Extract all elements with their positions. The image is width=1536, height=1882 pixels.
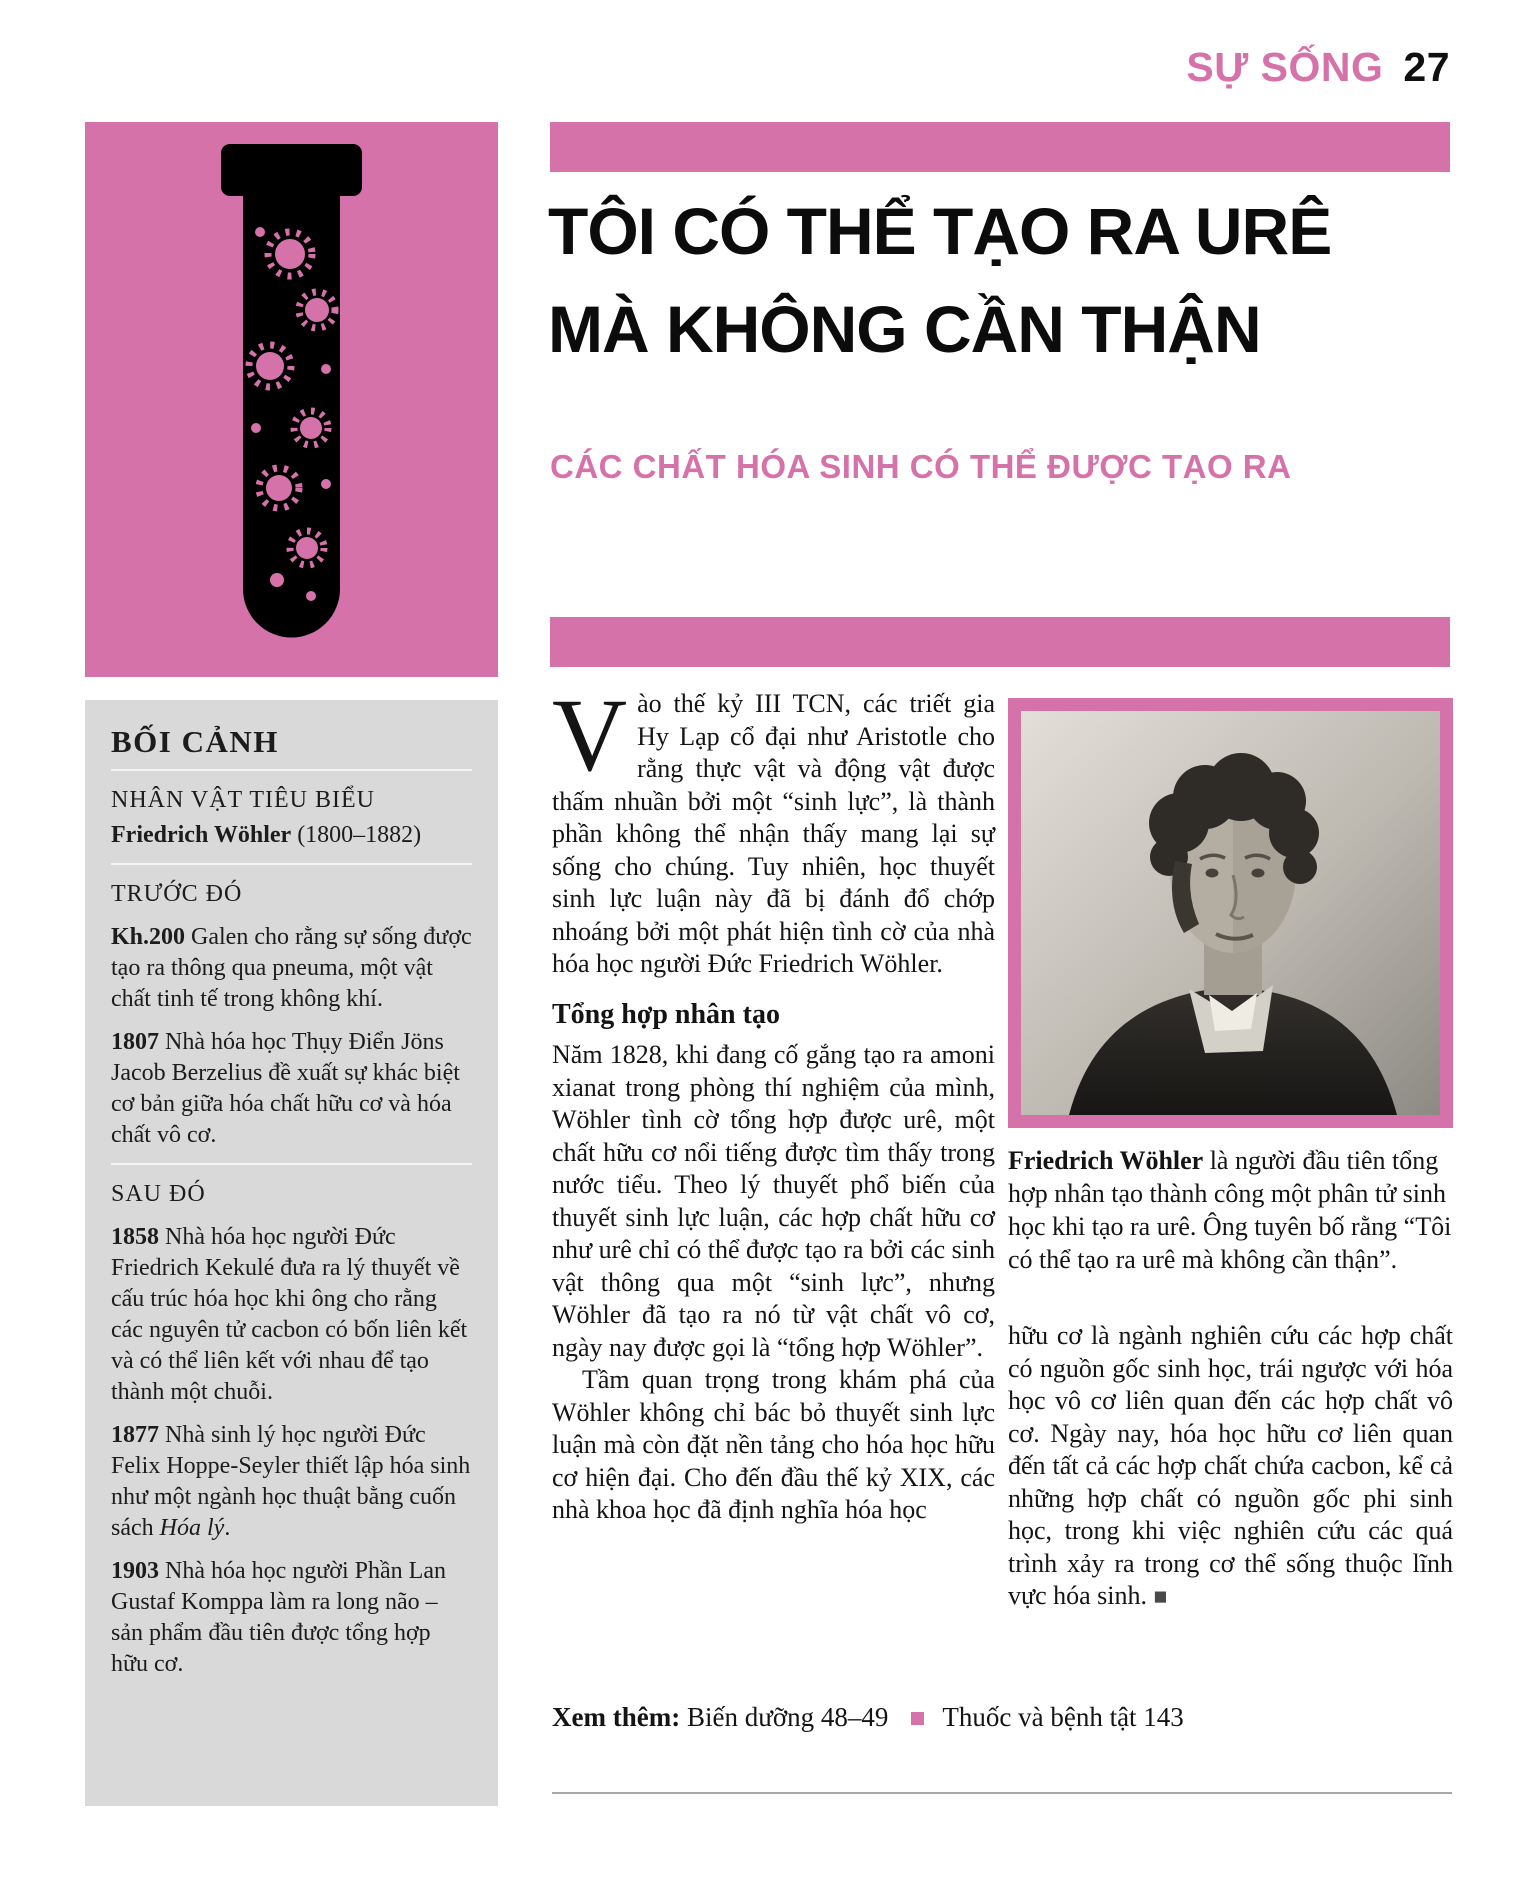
figure-name: Friedrich Wöhler	[111, 822, 292, 848]
sidebar-divider	[111, 863, 472, 865]
paragraph-3: Tầm quan trọng trong khám phá của Wöhler không chỉ bác bỏ thuyết sinh lực luận mà còn đặt nền tảng cho hóa học hữu cơ hiện đại. Cho đến đầu thế kỷ XIX, các nhà khoa học đã định nghĩa hóa học	[552, 1365, 995, 1524]
figure-label: NHÂN VẬT TIÊU BIỂU	[111, 787, 375, 813]
article-subtitle: CÁC CHẤT HÓA SINH CÓ THỂ ĐƯỢC TẠO RA	[550, 448, 1292, 485]
context-sidebar	[85, 700, 498, 1806]
event-text: Nhà hóa học Thụy Điển Jöns Jacob Berzelius đề xuất sự khác biệt cơ bản giữa hóa chất hữu cơ và hóa chất vô cơ.	[111, 1029, 460, 1148]
event-text: Nhà sinh lý học người Đức Felix Hoppe-Seyler thiết lập hóa sinh như một ngành học thuật bằng cuốn sách	[111, 1422, 471, 1541]
event-suffix: .	[224, 1515, 231, 1541]
event-year: 1903	[111, 1558, 159, 1584]
timeline-event	[111, 1027, 472, 1151]
see-also-label: Xem thêm:	[552, 1702, 681, 1732]
sidebar-divider	[111, 769, 472, 771]
event-year: 1807	[111, 1029, 159, 1055]
drop-cap: V	[552, 678, 628, 793]
see-also-ref-2: Thuốc và bệnh tật 143	[942, 1702, 1184, 1732]
event-text: Galen cho rằng sự sống được tạo ra thông qua pneuma, một vật chất tinh tế trong không khí.	[111, 924, 472, 1012]
event-year: Kh.200	[111, 924, 186, 950]
bullet-square-icon	[911, 1712, 924, 1725]
portrait-figure	[1008, 698, 1453, 1128]
body-column-1	[552, 678, 995, 1527]
test-tube-illustration	[85, 122, 498, 677]
title-line2: MÀ KHÔNG CẦN THẬN	[548, 292, 1261, 366]
test-tube-icon	[85, 122, 498, 677]
event-year: 1877	[111, 1422, 159, 1448]
bottom-rule	[552, 1792, 1452, 1794]
title-rule-top	[550, 122, 1450, 172]
sidebar-divider	[111, 1163, 472, 1165]
paragraph-2: Năm 1828, khi đang cố gắng tạo ra amoni xianat trong phòng thí nghiệm của mình, Wöhler tình cờ tổng hợp được urê, một chất hữu cơ nổi tiếng được tìm thấy trong nước tiểu. Theo lý thuyết phổ biến của thuyết sinh lực luận, các hợp chất hữu cơ như urê chỉ có thể được tạo ra bởi các sinh vật thông qua một “sinh lực”, nhưng Wöhler đã tạo ra nó từ vật chất vô cơ, ngày nay được gọi là “tổng hợp Wöhler”.	[552, 1040, 995, 1362]
article-title	[548, 182, 1458, 378]
paragraph-continuation	[1008, 1320, 1453, 1614]
event-book-title: Hóa lý	[159, 1515, 225, 1541]
event-text: Nhà hóa học người Đức Friedrich Kekulé đưa ra lý thuyết về cấu trúc hóa học khi ông cho rằng các nguyên tử cacbon có bốn liên kết và có thể liên kết với nhau để tạo thành một chuỗi.	[111, 1224, 468, 1405]
timeline-event	[111, 1420, 472, 1544]
see-also-bar	[552, 1702, 1452, 1733]
body-column-2	[1008, 698, 1453, 1614]
continuation-text: hữu cơ là ngành nghiên cứu các hợp chất có nguồn gốc sinh học, trái ngược với hóa học vô cơ liên quan đến các hợp chất vô cơ. Ngày nay, hóa học hữu cơ liên quan đến tất cả các hợp chất chứa cacbon, kể cả những hợp chất có nguồn gốc phi sinh học, trong khi việc nghiên cứu các quá trình xảy ra trong cơ thể sống thuộc lĩnh vực hóa sinh.	[1008, 1321, 1453, 1610]
paragraph-1-text: ào thế kỷ III TCN, các triết gia Hy Lạp cổ đại như Aristotle cho rằng thực vật và động vật được thấm nhuần bởi một “sinh lực”, là thành phần không thể nhận thấy mang lại sự sống cho chúng. Tuy nhiên, học thuyết sinh lực luận này đã bị đánh đổ chớp nhoáng bởi một phát hiện tình cờ của nhà hóa học người Đức Friedrich Wöhler.	[552, 689, 995, 978]
after-label: SAU ĐÓ	[111, 1181, 206, 1207]
sidebar-heading: BỐI CẢNH	[111, 724, 279, 759]
portrait-caption	[1008, 1144, 1453, 1276]
timeline-event	[111, 1222, 472, 1408]
event-year: 1858	[111, 1224, 159, 1250]
caption-text: là người đầu tiên tổng hợp nhân tạo thành công một phân tử sinh học khi tạo ra urê. Ông tuyên bố rằng “Tôi có thể tạo ra urê mà không cần thận”.	[1008, 1146, 1452, 1274]
before-label: TRƯỚC ĐÓ	[111, 881, 243, 907]
paragraph-1	[552, 678, 995, 981]
end-of-article-mark: ■	[1153, 1584, 1168, 1609]
section-label: SỰ SỐNG	[1186, 44, 1384, 90]
figure-dates: (1800–1882)	[297, 822, 422, 848]
timeline-event	[111, 1556, 472, 1680]
portrait-image	[1021, 711, 1440, 1115]
figure-name-line	[111, 820, 472, 851]
running-head	[1186, 44, 1450, 91]
see-also-ref-1: Biến dưỡng 48–49	[686, 1702, 889, 1732]
caption-name: Friedrich Wöhler	[1008, 1146, 1204, 1175]
section-subheading: Tổng hợp nhân tạo	[552, 998, 780, 1030]
title-rule-bottom	[550, 617, 1450, 667]
timeline-event	[111, 922, 472, 1015]
event-text: Nhà hóa học người Phần Lan Gustaf Komppa làm ra long não – sản phẩm đầu tiên được tổng hợp hữu cơ.	[111, 1558, 446, 1677]
page-number: 27	[1403, 44, 1450, 90]
title-line1: TÔI CÓ THỂ TẠO RA URÊ	[548, 194, 1332, 268]
